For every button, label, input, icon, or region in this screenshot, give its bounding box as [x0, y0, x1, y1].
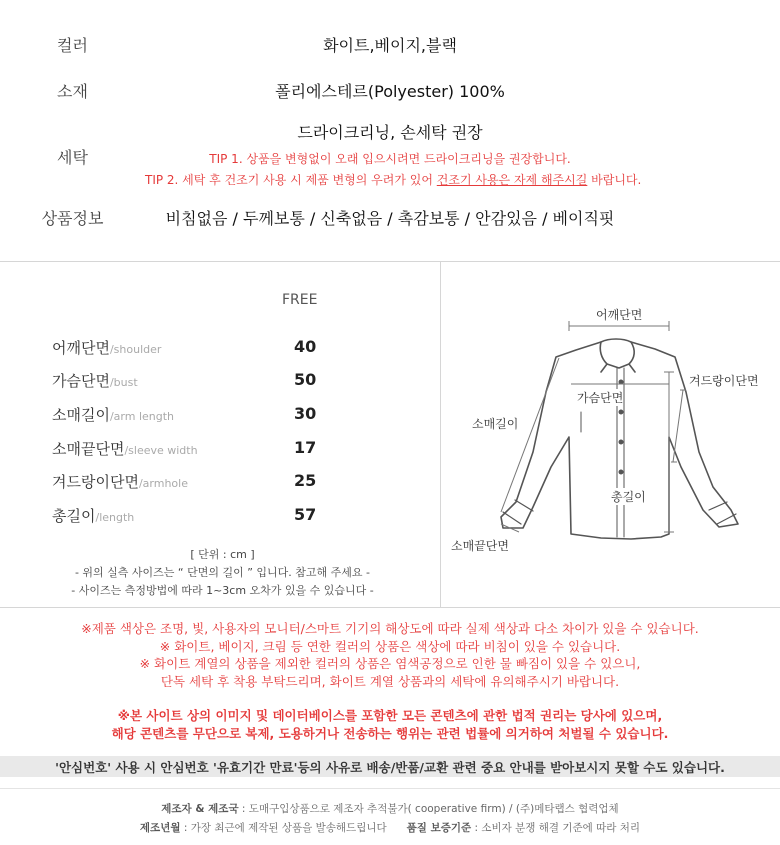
size-name-ko: 어깨단면: [52, 339, 110, 357]
size-row-armhole: [52, 471, 332, 491]
size-name: [52, 404, 174, 425]
size-row-arm-length: [52, 404, 332, 424]
diagram-label-armhole: 겨드랑이단면: [689, 374, 759, 388]
size-header: FREE: [282, 292, 318, 308]
size-note-1: - 위의 실측 사이즈는 “ 단면의 길이 ” 입니다. 참고해 주세요 -: [74, 566, 371, 579]
shirt-diagram: [441, 262, 780, 606]
info-wash-value: 드라이크리닝, 손세탁 권장: [297, 123, 483, 142]
notice-line-3: ※ 화이트 계열의 상품을 제외한 컬러의 상품은 염색공정으로 인한 물 빠짐이 있을 수 있으니,: [139, 656, 641, 671]
wash-tip-2-text: TIP 2. 세탁 후 건조기 사용 시 제품 변형의 우려가 있어: [145, 173, 437, 187]
wash-tip-2: [145, 171, 642, 188]
size-name-ko: 겨드랑이단면: [52, 473, 139, 491]
size-name-ko: 총길이: [52, 507, 96, 525]
notice-line-1: ※제품 색상은 조명, 빛, 사용자의 모니터/스마트 기기의 해상도에 따라 실제 색상과 다소 차이가 있을 수 있습니다.: [81, 621, 699, 636]
info-color-value: 화이트,베이지,블랙: [323, 36, 457, 55]
size-value: 57: [294, 505, 317, 524]
info-product-value: 비침없음 / 두께보통 / 신축없음 / 촉감보통 / 안감있음 / 베이직핏: [165, 209, 615, 228]
notice-line-4: 단독 세탁 후 착용 부탁드리며, 화이트 계열 상품과의 세탁에 유의해주시기 바랍니다.: [160, 674, 620, 689]
diagram-label-bust: 가슴단면: [577, 391, 624, 405]
size-name: [52, 370, 138, 391]
info-color-label: 컬러: [57, 36, 88, 55]
size-row-sleeve-width: [52, 438, 332, 458]
size-row-shoulder: [52, 337, 332, 357]
divider-middle: [0, 607, 780, 608]
size-name-en: /length: [95, 511, 135, 524]
safety-notice: '안심번호' 사용 시 안심번호 '유효기간 만료'등의 사유로 배송/반품/교환 관련 중요 안내를 받아보시지 못할 수도 있습니다.: [55, 760, 725, 775]
size-row-bust: [52, 370, 332, 390]
size-note-2: - 사이즈는 측정방법에 따라 1~3cm 오차가 있을 수 있습니다 -: [71, 584, 374, 597]
info-material-label: 소재: [57, 82, 88, 101]
size-row-length: [52, 505, 332, 525]
info-material-value: 폴리에스테르(Polyester) 100%: [275, 82, 505, 101]
footer-guarantee-value: : 소비자 분쟁 해결 기준에 따라 처리: [471, 822, 641, 834]
size-name-en: /sleeve width: [124, 444, 198, 457]
size-name-ko: 소매길이: [52, 406, 110, 424]
wash-tip-2-end: 바랍니다.: [587, 173, 642, 187]
size-unit: [ 단위 : cm ]: [190, 548, 255, 561]
legal-line-2: 해당 콘텐츠를 무단으로 복제, 도용하거나 전송하는 행위는 관련 법률에 의거하여 처벌될 수 있습니다.: [111, 726, 669, 741]
footer-date-value: : 가장 최근에 제작된 상품을 발송해드립니다: [180, 822, 387, 834]
size-value: 40: [294, 337, 317, 356]
diagram-label-sleeve-width: 소매끝단면: [451, 539, 509, 553]
legal-line-1: ※본 사이트 상의 이미지 및 데이터베이스를 포함한 모든 콘텐츠에 관한 법적 권리는 당사에 있으며,: [117, 708, 663, 723]
size-name-ko: 소매끝단면: [52, 440, 125, 458]
footer-maker-value: : 도매구입상품으로 제조자 추적불가( cooperative firm) / (주)메타랩스 협력업체: [238, 803, 619, 815]
size-name: [52, 471, 188, 492]
size-value: 30: [294, 404, 317, 423]
wash-tip-2-underline: 건조기 사용은 자제 해주시길: [436, 173, 588, 187]
info-wash-label: 세탁: [57, 148, 88, 167]
notice-line-2: ※ 화이트, 베이지, 크림 등 연한 컬러의 상품은 색상에 따라 비침이 있을 수 있습니다.: [159, 639, 621, 654]
size-name-en: /shoulder: [109, 343, 162, 356]
size-value: 25: [294, 471, 317, 490]
footer-maker-label: 제조자 & 제조국: [161, 803, 239, 815]
footer-maker: [0, 801, 780, 816]
size-name-en: /arm length: [109, 410, 175, 423]
size-value: 50: [294, 370, 317, 389]
diagram-label-shoulder: 어깨단면: [596, 308, 643, 322]
footer-guarantee-label: 품질 보증기준: [406, 822, 472, 834]
size-name: [52, 505, 134, 526]
size-name: [52, 438, 198, 459]
size-name-en: /armhole: [138, 477, 188, 490]
size-name: [52, 337, 161, 358]
size-name-ko: 가슴단면: [52, 372, 110, 390]
divider-footer: [0, 788, 780, 789]
diagram-label-length: 총길이: [611, 490, 646, 504]
diagram-label-arm-length: 소매길이: [472, 417, 519, 431]
info-product-label: 상품정보: [41, 209, 104, 228]
footer-date-guarantee: [0, 820, 780, 835]
size-value: 17: [294, 438, 317, 457]
footer-date-label: 제조년월: [139, 822, 181, 834]
size-name-en: /bust: [109, 376, 138, 389]
wash-tip-1: TIP 1. 상품을 변형없이 오래 입으시려면 드라이크리닝을 권장합니다.: [209, 152, 571, 166]
